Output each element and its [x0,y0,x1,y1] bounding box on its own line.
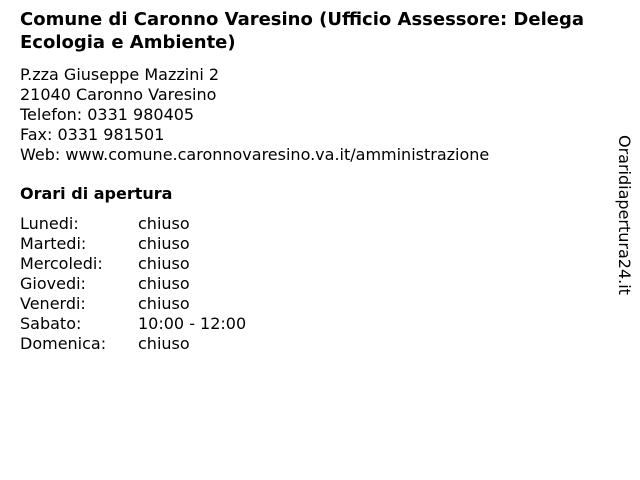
day-hours: chiuso [138,274,190,293]
hours-row-tuesday [20,234,246,254]
hours-row-sunday [20,334,246,354]
street-address: P.zza Giuseppe Mazzini 2 [20,65,220,84]
day-label: Mercoledi: [20,254,103,273]
day-hours: chiuso [138,334,190,353]
day-label: Lunedi: [20,214,79,233]
city-postal: 21040 Caronno Varesino [20,85,217,104]
day-label: Venerdi: [20,294,86,313]
day-label: Martedi: [20,234,87,253]
day-label: Giovedi: [20,274,86,293]
page-title: Comune di Caronno Varesino (Ufficio Assessore: Delega Ecologia e Ambiente) [20,9,584,53]
hours-row-saturday [20,314,246,334]
day-hours: chiuso [138,214,190,233]
day-hours: 10:00 - 12:00 [138,314,247,333]
day-label: Domenica: [20,334,107,353]
day-hours: chiuso [138,254,190,273]
day-hours: chiuso [138,234,190,253]
opening-hours-table [20,214,246,354]
fax-number: Fax: 0331 981501 [20,125,165,144]
address-block [20,65,489,165]
day-label: Sabato: [20,314,82,333]
website-link: Web: www.comune.caronnovaresino.va.it/amministrazione [20,145,490,164]
phone-number: Telefon: 0331 980405 [20,105,195,124]
hours-row-thursday [20,274,246,294]
hours-row-friday [20,294,246,314]
site-watermark [612,135,636,307]
day-hours: chiuso [138,294,190,313]
hours-row-monday [20,214,246,234]
hours-row-wednesday [20,254,246,274]
watermark-text: Oraridiapertura24.it [615,135,634,295]
opening-hours-heading: Orari di apertura [20,184,173,203]
